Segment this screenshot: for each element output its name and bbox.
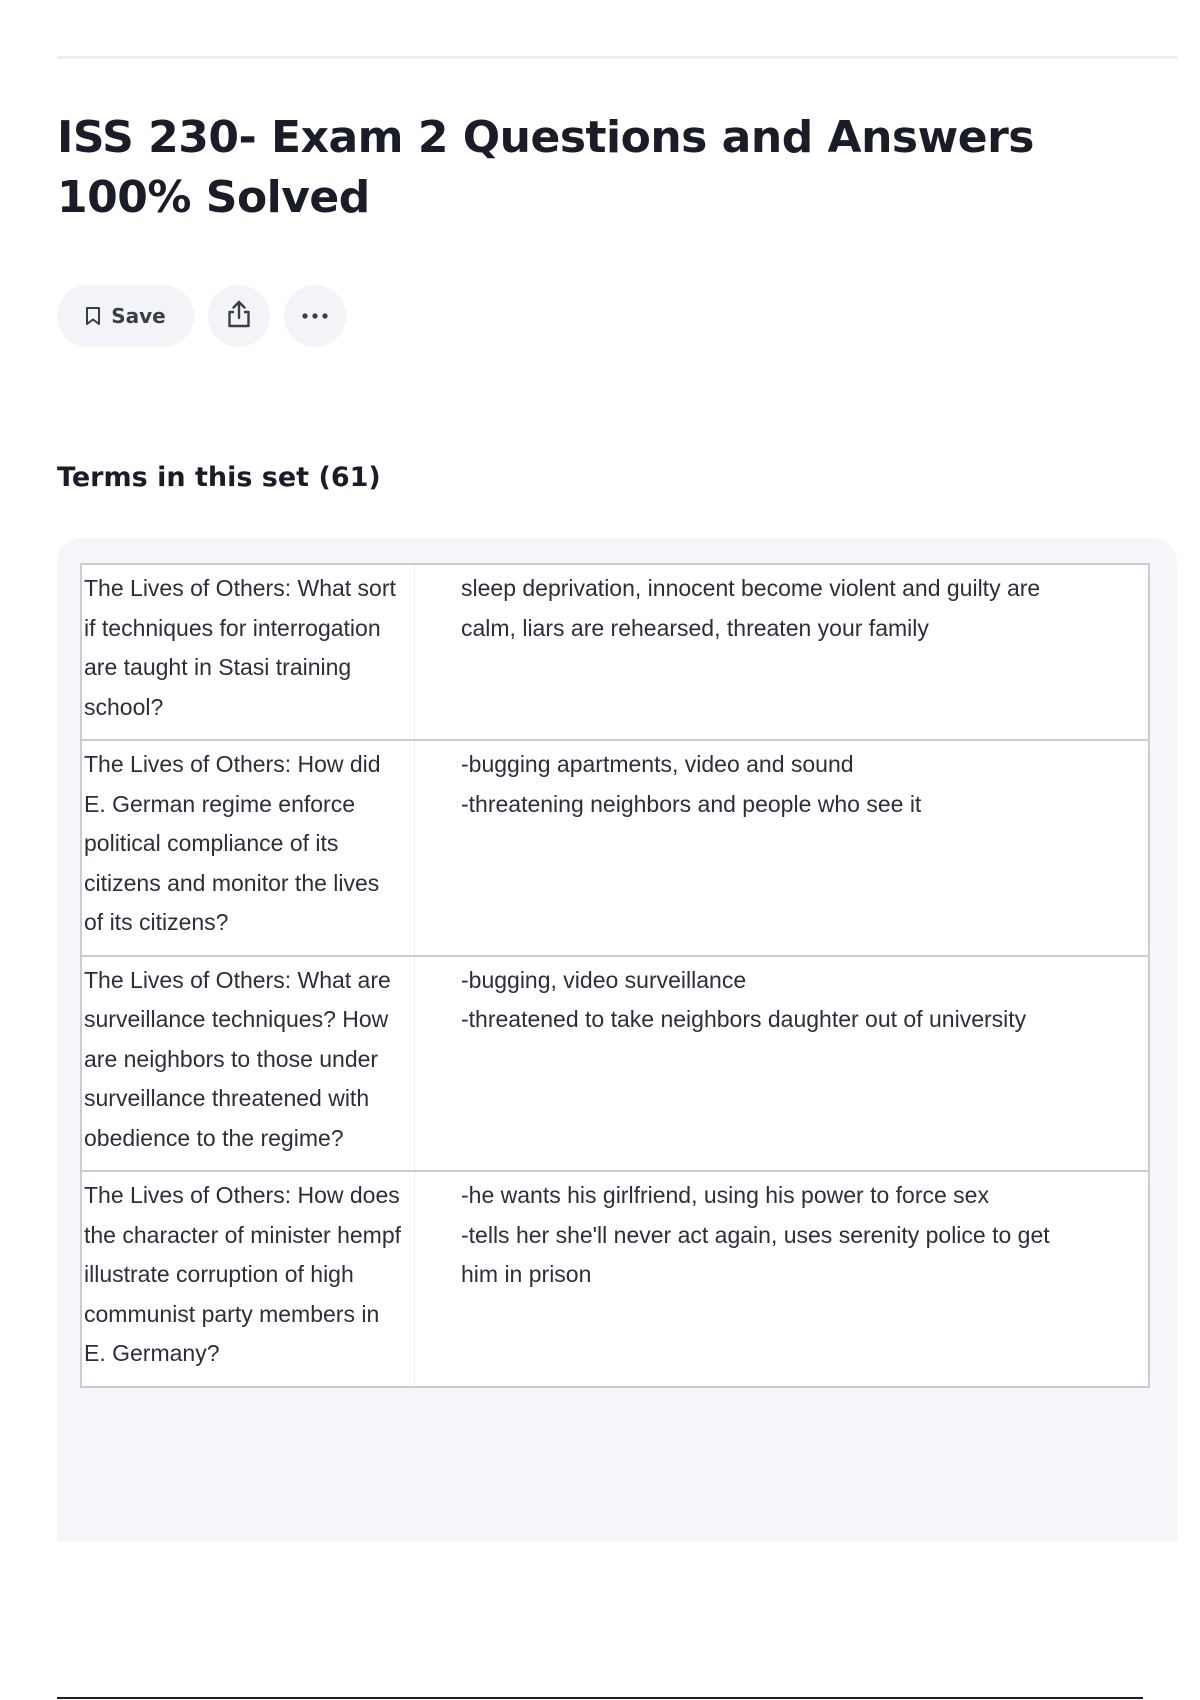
page-title: ISS 230- Exam 2 Questions and Answers 100% Solved	[57, 112, 1034, 223]
terms-card	[57, 538, 1177, 1541]
more-options-icon	[301, 309, 329, 324]
term-cell: The Lives of Others: How does the character of minister hempf illustrate corruption of high communist party members in E. Germany?	[81, 1171, 415, 1387]
definition-cell	[415, 564, 1150, 740]
save-button[interactable]	[57, 285, 194, 347]
terms-heading: Terms in this set (61)	[57, 462, 381, 493]
terms-table	[80, 563, 1150, 1388]
definition-cell	[415, 740, 1150, 956]
definition-line: -threatened to take neighbors daughter out of university	[461, 1006, 1027, 1032]
table-row	[81, 1171, 1149, 1387]
more-options-button[interactable]	[284, 285, 346, 347]
share-icon	[225, 299, 253, 333]
bookmark-icon	[85, 306, 101, 326]
action-bar	[57, 285, 346, 347]
table-row	[81, 740, 1149, 956]
footer-divider	[57, 1697, 1143, 1699]
definition-line: -tells her she'll never act again, uses serenity police to get him in prison	[461, 1221, 1050, 1287]
header-divider	[57, 56, 1177, 59]
term-cell: The Lives of Others: What are surveillance techniques? How are neighbors to those under surveillance threatened with obedience to the regime?	[81, 956, 415, 1172]
definition-cell	[415, 956, 1150, 1172]
definition-line: -bugging, video surveillance	[461, 966, 747, 993]
definition-line: -threatening neighbors and people who see it	[461, 790, 922, 817]
definition-line: sleep deprivation, innocent become violent and guilty are calm, liars are rehearsed, threaten your family	[461, 575, 1041, 641]
definition-line: -bugging apartments, video and sound	[461, 751, 854, 777]
share-button[interactable]	[208, 285, 270, 347]
definition-cell	[415, 1171, 1150, 1387]
definition-line: -he wants his girlfriend, using his power to force sex	[461, 1182, 989, 1208]
save-button-label: Save	[111, 304, 166, 328]
table-row	[81, 564, 1149, 740]
term-cell: The Lives of Others: How did E. German regime enforce political compliance of its citizens and monitor the lives of its citizens?	[81, 740, 415, 956]
term-cell: The Lives of Others: What sort if techniques for interrogation are taught in Stasi training school?	[81, 564, 415, 740]
table-row	[81, 956, 1149, 1172]
